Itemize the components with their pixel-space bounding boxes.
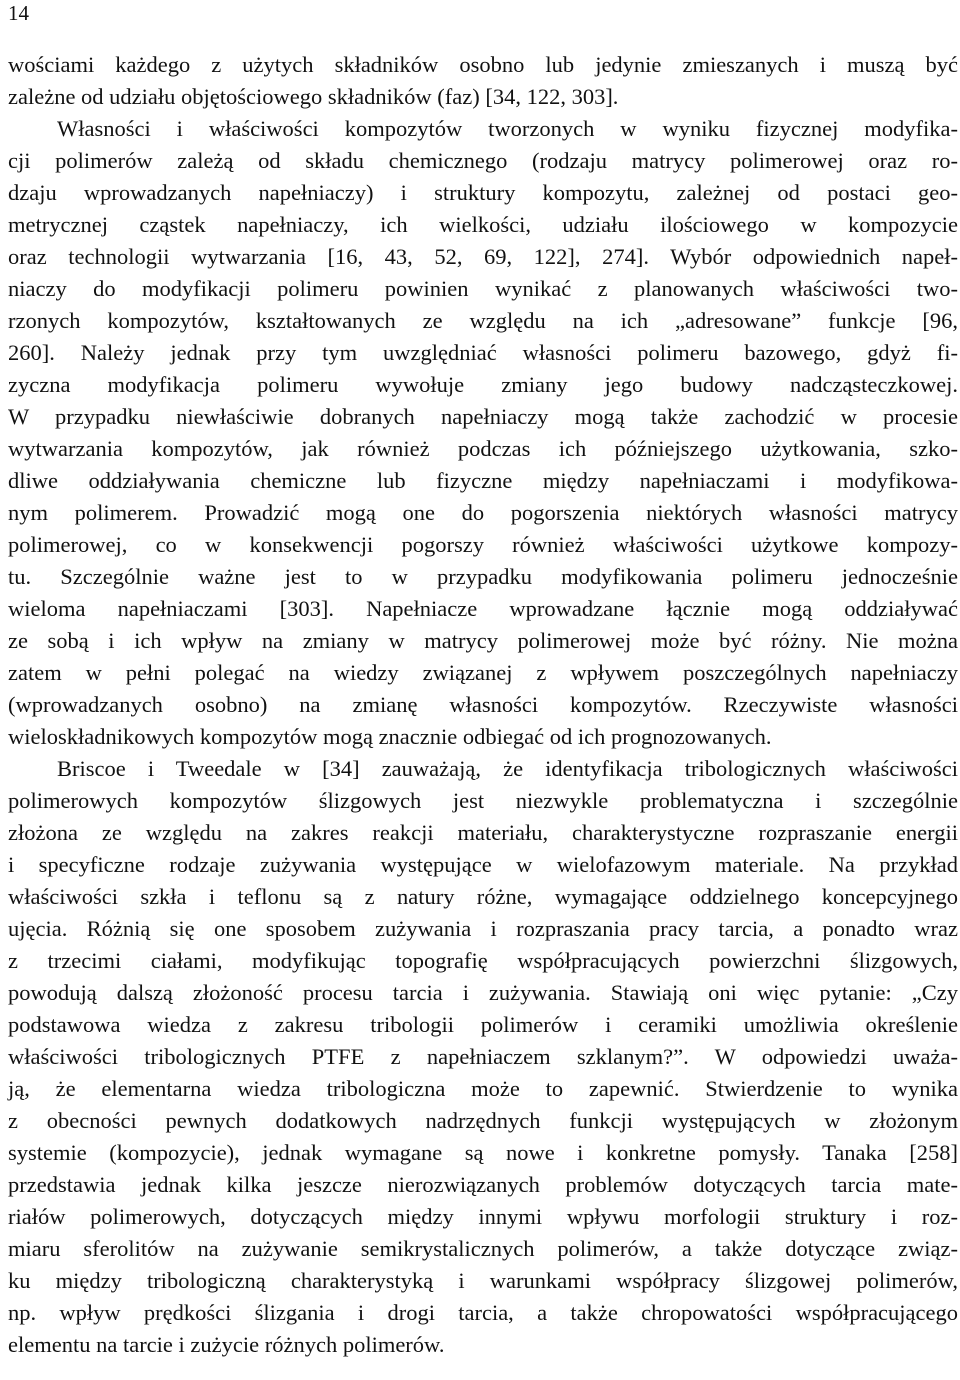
- text-line: nym polimerem. Prowadzić mogą one do pogorszenia niektórych własności matrycy: [8, 500, 958, 525]
- text-line: tu. Szczególnie ważne jest to w przypadku modyfikowania polimeru jednocześnie: [8, 564, 958, 589]
- paragraph: [8, 753, 958, 1361]
- text-line: np. wpływ prędkości ślizgania i drogi tarcia, a także chropowatości współpracującego: [8, 1300, 958, 1325]
- text-line: oraz technologii wytwarzania [16, 43, 52, 69, 122], 274]. Wybór odpowiednich napeł-: [8, 244, 958, 269]
- text-line: złożona ze względu na zakres reakcji materiału, charakterystyczne rozpraszanie energii: [8, 820, 958, 845]
- paragraph: [8, 113, 958, 753]
- page-number: 14: [8, 1, 29, 25]
- text-line: zatem w pełni polegać na wiedzy związanej z wpływem poszczególnych napełniaczy: [8, 660, 958, 685]
- text-line: ze sobą i ich wpływ na zmiany w matrycy polimerowej może być różny. Nie można: [8, 628, 958, 653]
- text-line: wieloma napełniaczami [303]. Napełniacze wprowadzane łącznie mogą oddziaływać: [8, 596, 958, 621]
- text-line: rzonych kompozytów, kształtowanych ze względu na ich „adresowane” funkcje [96,: [8, 308, 958, 333]
- text-line: właściwości szkła i teflonu są z natury różne, wymagające oddzielnego koncepcyjnego: [8, 884, 958, 909]
- text-line: dliwe oddziaływania chemiczne lub fizyczne między napełniaczami i modyfikowa-: [8, 468, 958, 493]
- text-line: przedstawia jednak kilka jeszcze nierozwiązanych problemów dotyczących tarcia mate-: [8, 1172, 958, 1197]
- text-line: polimerowych kompozytów ślizgowych jest niezwykle problematyczna i szczególnie: [8, 788, 958, 813]
- paragraph: [8, 49, 958, 113]
- text-line: dzaju wprowadzanych napełniaczy) i struktury kompozytu, zależnej od postaci geo-: [8, 180, 958, 205]
- body-text: [8, 49, 958, 1361]
- text-line: systemie (kompozycie), jednak wymagane są nowe i konkretne pomysły. Tanaka [258]: [8, 1140, 958, 1165]
- text-line: polimerowej, co w konsekwencji pogorszy również właściwości użytkowe kompozy-: [8, 532, 958, 557]
- text-line: ujęcia. Różnią się one sposobem zużywania i rozpraszania pracy tarcia, a ponadto wraz: [8, 916, 958, 941]
- text-line: zależne od udziału objętościowego składników (faz) [34, 122, 303].: [8, 84, 619, 109]
- text-line: podstawowa wiedza z zakresu tribologii polimerów i ceramiki umożliwia określenie: [8, 1012, 958, 1037]
- text-line: i specyficzne rodzaje zużywania występujące w wielofazowym materiale. Na przykład: [8, 852, 958, 877]
- text-line: powodują dalszą złożoność procesu tarcia i zużywania. Stawiają oni więc pytanie: „Czy: [8, 980, 958, 1005]
- text-line: właściwości tribologicznych PTFE z napełniaczem szklanym?”. W odpowiedzi uważa-: [8, 1044, 958, 1069]
- text-line: z trzecimi ciałami, modyfikując topografię współpracujących powierzchni ślizgowych,: [8, 948, 958, 973]
- text-line: 260]. Należy jednak przy tym uwzględniać własności polimeru bazowego, gdyż fi-: [8, 340, 958, 365]
- text-line: riałów polimerowych, dotyczących między innymi wpływu morfologii struktury i roz-: [8, 1204, 958, 1229]
- text-line: elementu na tarcie i zużycie różnych polimerów.: [8, 1332, 445, 1357]
- text-line: ją, że elementarna wiedza tribologiczna może to zapewnić. Stwierdzenie to wynika: [8, 1076, 958, 1101]
- text-line: zyczna modyfikacja polimeru wywołuje zmiany jego budowy nadcząsteczkowej.: [8, 372, 958, 397]
- text-line: z obecności pewnych dodatkowych nadrzędnych funkcji występujących w złożonym: [8, 1108, 958, 1133]
- text-line: niaczy do modyfikacji polimeru powinien wynikać z planowanych właściwości two-: [8, 276, 958, 301]
- text-line: cji polimerów zależą od składu chemicznego (rodzaju matrycy polimerowej oraz ro-: [8, 148, 958, 173]
- text-line: (wprowadzanych osobno) na zmianę własności kompozytów. Rzeczywiste własności: [8, 692, 958, 717]
- text-line: wościami każdego z użytych składników osobno lub jedynie zmieszanych i muszą być: [8, 52, 958, 77]
- text-line: W przypadku niewłaściwie dobranych napełniaczy mogą także zachodzić w procesie: [8, 404, 958, 429]
- text-line: Własności i właściwości kompozytów tworzonych w wyniku fizycznej modyfika-: [57, 116, 958, 141]
- text-line: metrycznej cząstek napełniaczy, ich wielkości, udziału ilościowego w kompozycie: [8, 212, 958, 237]
- text-line: ku między tribologiczną charakterystyką i warunkami współpracy ślizgowej polimerów,: [8, 1268, 958, 1293]
- text-line: wieloskładnikowych kompozytów mogą znacznie odbiegać od ich prognozowanych.: [8, 724, 772, 749]
- text-line: miaru sferolitów na zużywanie semikrystalicznych polimerów, a także dotyczące związ-: [8, 1236, 958, 1261]
- text-line: Briscoe i Tweedale w [34] zauważają, że identyfikacja tribologicznych właściwości: [57, 756, 958, 781]
- text-line: wytwarzania kompozytów, jak również podczas ich późniejszego użytkowania, szko-: [8, 436, 958, 461]
